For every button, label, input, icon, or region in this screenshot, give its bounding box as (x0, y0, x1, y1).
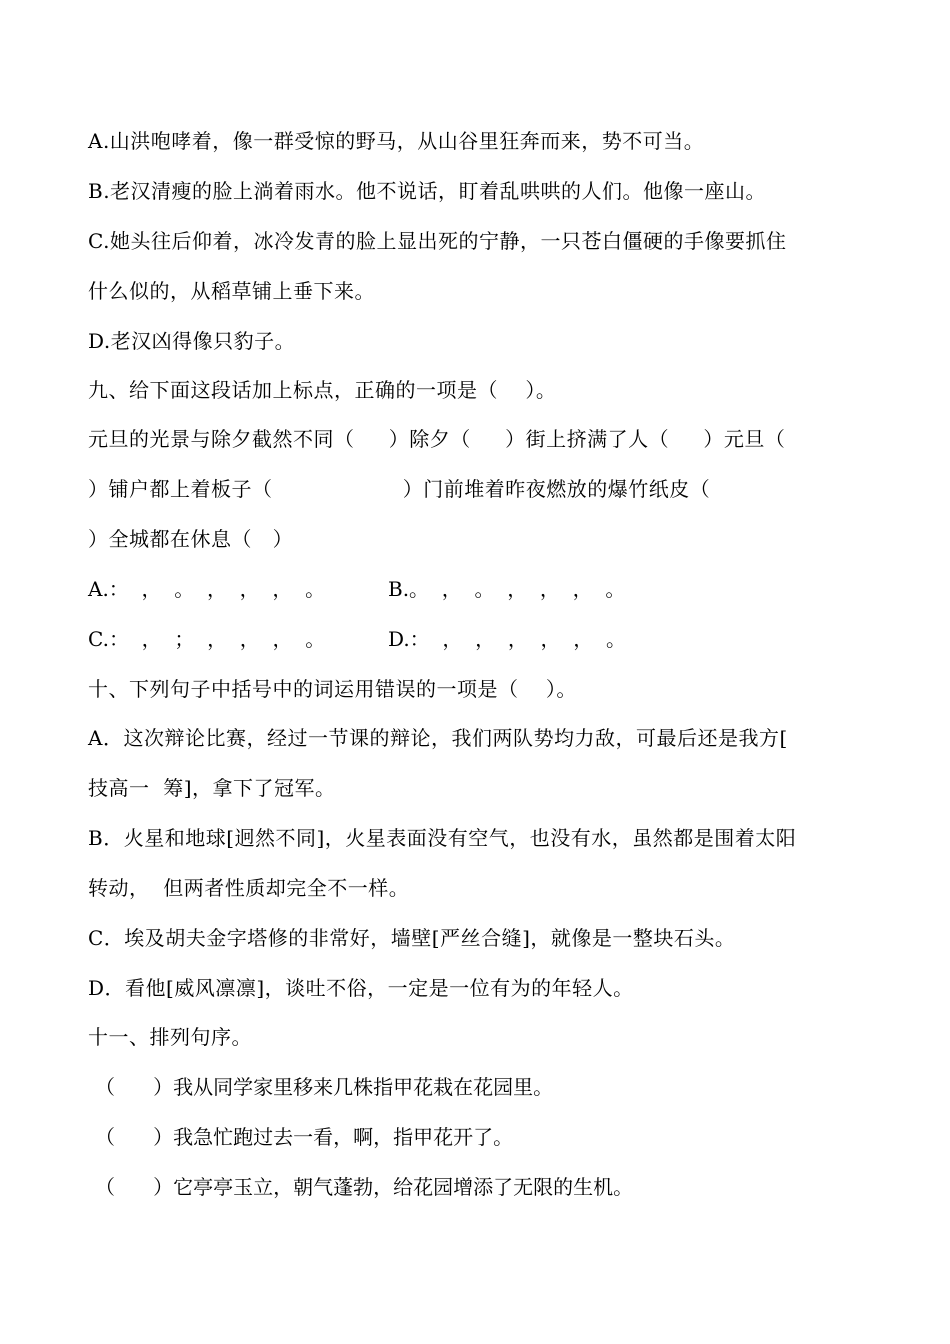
q8-option-c-line1: C.她头往后仰着，冰冷发青的脸上显出死的宁静，一只苍白僵硬的手像要抓住 (88, 229, 787, 253)
q8-option-c-line2: 什么似的，从稻草铺上垂下来。 (88, 279, 375, 303)
q9-option-c: C.： ， ； ， ， ， 。 (88, 627, 326, 651)
q10-option-a-line2: 技高一 筹]，拿下了冠军。 (88, 776, 336, 800)
q11-title: 十一、排列句序。 (88, 1025, 252, 1049)
q11-item: （ ）我从同学家里移来几株指甲花栽在花园里。 (95, 1075, 554, 1099)
q10-title: 十、下列句子中括号中的词运用错误的一项是（ ）。 (88, 677, 577, 701)
q9-passage-line1: 元旦的光景与除夕截然不同（ ）除夕（ ）街上挤满了人（ ）元旦（ (88, 427, 786, 451)
q9-option-a: A.： ， 。 ， ， ， 。 (88, 577, 326, 601)
q9-option-b: B.。 ， 。 ， ， ， 。 (388, 577, 626, 601)
q9-passage-line2: ）铺户都上着板子（ ）门前堆着昨夜燃放的爆竹纸皮（ (88, 477, 711, 501)
q10-option-a-line1: A．这次辩论比赛，经过一节课的辩论，我们两队势均力敌，可最后还是我方[ (88, 726, 788, 750)
q9-passage-line3: ）全城都在休息（ ） (88, 527, 294, 551)
q11-item: （ ）我急忙跑过去一看，啊，指甲花开了。 (95, 1125, 514, 1149)
q8-option-b: B.老汉清瘦的脸上淌着雨水。他不说话，盯着乱哄哄的人们。他像一座山。 (88, 179, 767, 203)
q11-item: （ ）它亭亭玉立，朝气蓬勃，给花园增添了无限的生机。 (95, 1175, 634, 1199)
q10-option-d: D．看他[威风凛凛]，谈吐不俗，一定是一位有为的年轻人。 (88, 976, 634, 1000)
q9-option-d: D.： ， ， ， ， ， 。 (388, 627, 626, 651)
q10-option-c: C．埃及胡夫金字塔修的非常好，墙壁[严丝合缝]，就像是一整块石头。 (88, 926, 736, 950)
q9-title: 九、给下面这段话加上标点，正确的一项是（ ）。 (88, 378, 557, 402)
q8-option-a: A.山洪咆哮着，像一群受惊的野马，从山谷里狂奔而来，势不可当。 (88, 129, 705, 153)
q9-options-row-1 (88, 576, 688, 602)
q8-option-d: D.老汉凶得像只豹子。 (88, 329, 296, 353)
q9-options-row-2 (88, 626, 688, 652)
q10-option-b-line2: 转动， 但两者性质却完全不一样。 (88, 876, 410, 900)
q10-option-b-line1: B．火星和地球[迥然不同]，火星表面没有空气，也没有水，虽然都是围着太阳 (88, 826, 797, 850)
